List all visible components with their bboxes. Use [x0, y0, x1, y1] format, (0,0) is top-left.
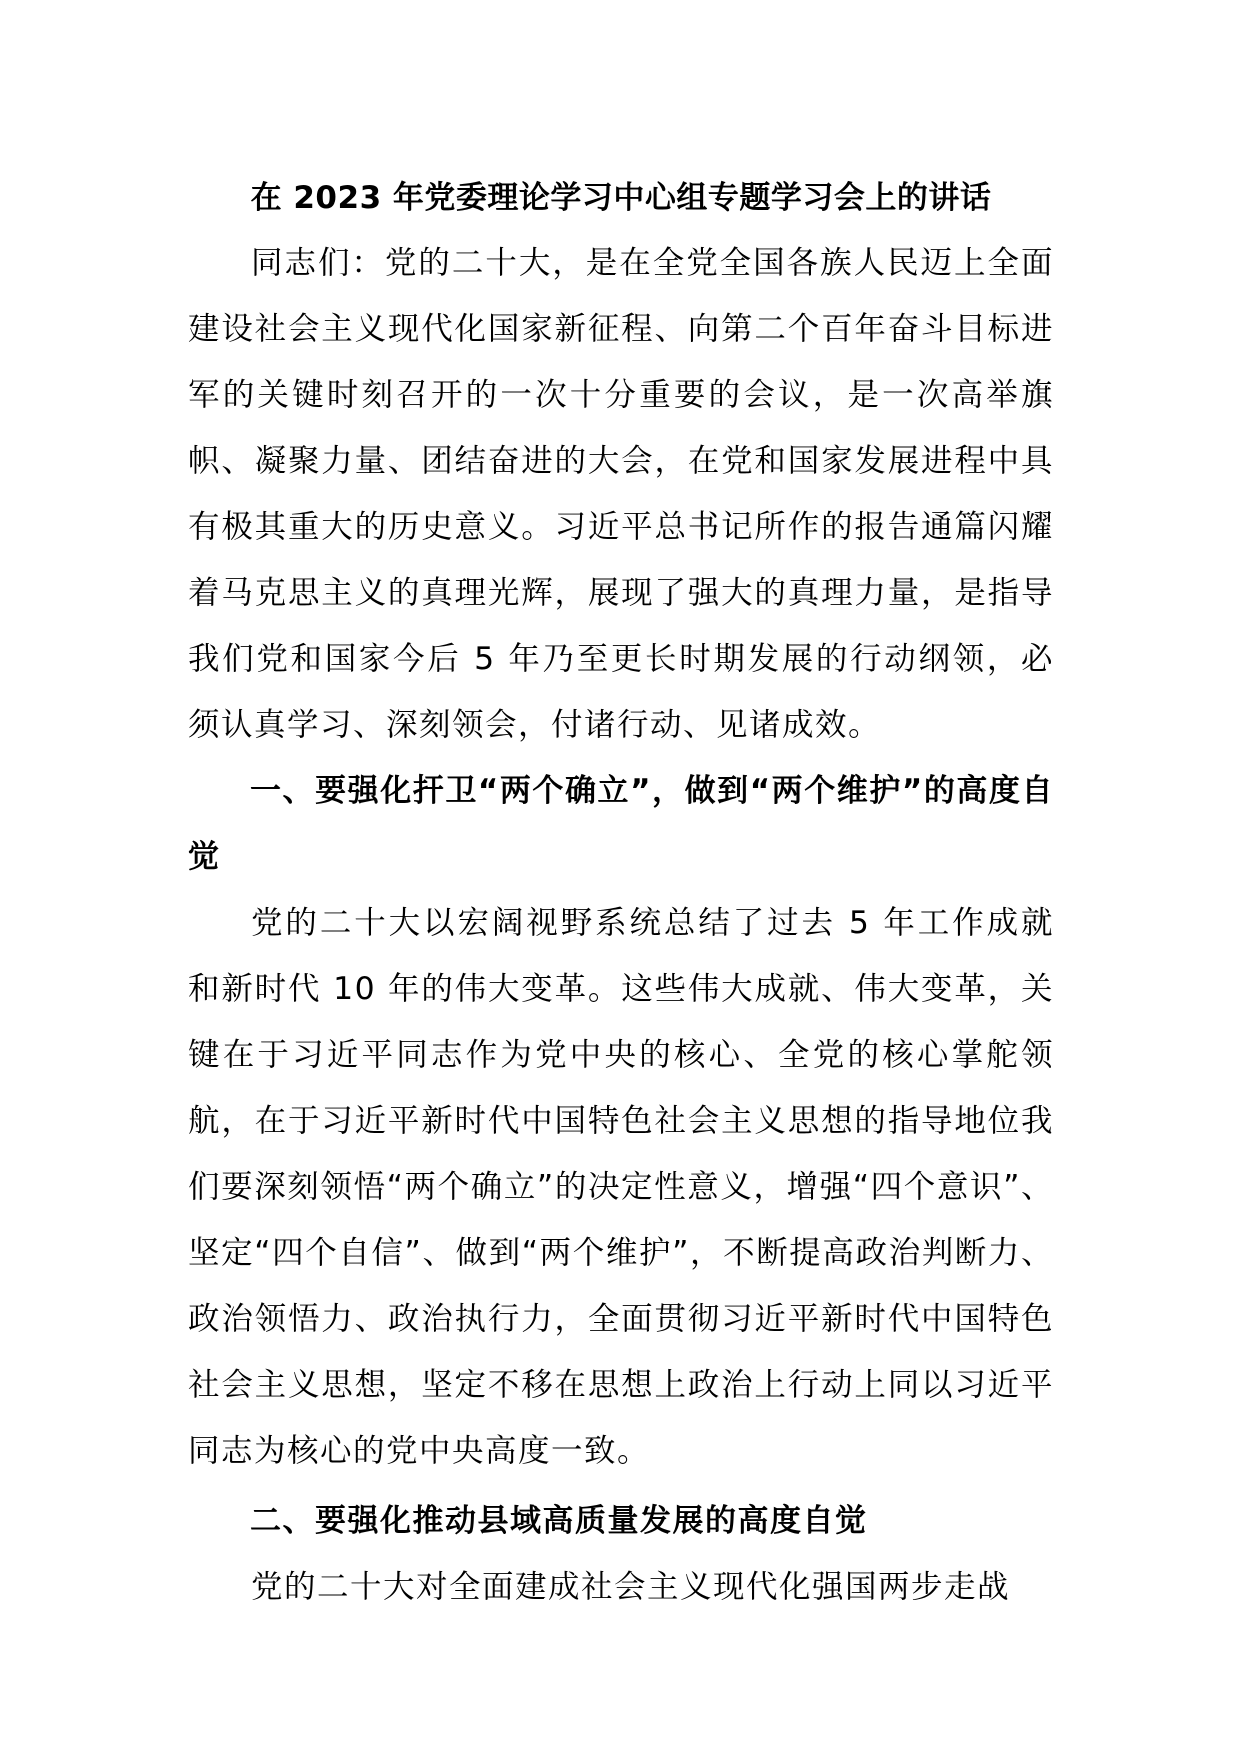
section-2-paragraph: 党的二十大对全面建成社会主义现代化强国两步走战	[251, 1569, 1011, 1605]
document-body	[188, 166, 1054, 1620]
section-1-paragraph: 党的二十大以宏阔视野系统总结了过去 5 年工作成就和新时代 10 年的伟大变革。这些伟大成就、伟大变革，关键在于习近平同志作为党中央的核心、全党的核心掌舵领航，在于习近平新时代中国特色社会主义思想的指导地位我们要深刻领悟“两个确立”的决定性意义，增强“四个意识”、坚定“四个自信”、做到“两个维护”，不断提高政治判断力、政治领悟力、政治执行力，全面贯彻习近平新时代中国特色社会主义思想，坚定不移在思想上政治上行动上同以习近平同志为核心的党中央高度一致。	[188, 905, 1054, 1469]
section-heading-2: 二、要强化推动县域高质量发展的高度自觉	[250, 1503, 868, 1539]
intro-paragraph: 同志们：党的二十大，是在全党全国各族人民迈上全面建设社会主义现代化国家新征程、向第二个百年奋斗目标进军的关键时刻召开的一次十分重要的会议，是一次高举旗帜、凝聚力量、团结奋进的大会，在党和国家发展进程中具有极其重大的历史意义。习近平总书记所作的报告通篇闪耀着马克思主义的真理光辉，展现了强大的真理力量，是指导我们党和国家今后 5 年乃至更长时期发展的行动纲领，必须认真学习、深刻领会，付诸行动、见诸成效。	[188, 245, 1054, 743]
document-title: 在 2023 年党委理论学习中心组专题学习会上的讲话	[250, 180, 992, 216]
section-heading-1: 一、要强化扞卫“两个确立”，做到“两个维护”的高度自觉	[188, 773, 1054, 875]
